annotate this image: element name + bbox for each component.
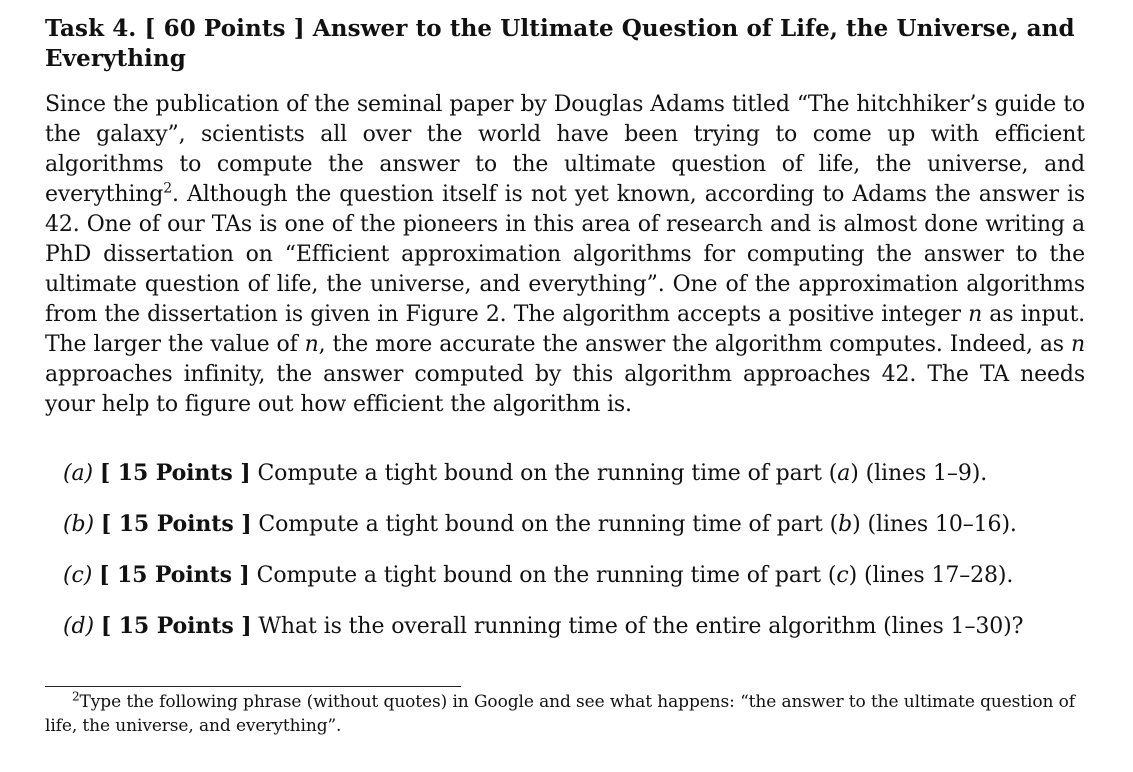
subquestion-text: Compute a tight bound on the running time of part (c) (lines 17–28).: [256, 563, 1014, 588]
task-label: Task 4.: [45, 15, 137, 42]
footnote: [45, 690, 1085, 738]
subquestion-label: (b): [63, 512, 94, 537]
intro-text-3: as input. The larger the value of: [45, 302, 1085, 357]
footnote-divider: [45, 686, 461, 687]
intro-text-1: Since the publication of the seminal paper by Douglas Adams titled “The hitchhiker’s guide to the galaxy”, scientists all over the world have been trying to come up with efficient algorithms to compute the answer to the ultimate question of life, the universe, and everything: [45, 92, 1085, 207]
subquestion-c: [63, 560, 1085, 591]
subquestion-text: What is the overall running time of the entire algorithm (lines 1–30)?: [258, 614, 1024, 639]
subquestion-label: (c): [63, 563, 93, 588]
var-n: n: [1070, 332, 1085, 357]
subquestion-b: [63, 509, 1085, 540]
subquestion-points: [ 15 Points ]: [99, 460, 251, 486]
subquestion-d: [63, 611, 1085, 642]
intro-text-4: , the more accurate the answer the algorithm computes. Indeed, as: [318, 332, 1071, 357]
footnote-ref-mark: 2: [163, 180, 172, 197]
task-title: Answer to the Ultimate Question of Life, the Universe, and Everything: [45, 15, 1075, 72]
task-points: [ 60 Points ]: [144, 15, 305, 42]
task-heading: [45, 14, 1085, 74]
var-n: n: [968, 302, 983, 327]
intro-text-5: approaches infinity, the answer computed by this algorithm approaches 42. The TA needs your help to figure out how efficient the algorithm is.: [45, 362, 1085, 417]
subquestion-list: [63, 458, 1085, 642]
document-page: [45, 14, 1085, 662]
footnote-mark: 2: [72, 689, 80, 704]
subquestion-points: [ 15 Points ]: [100, 613, 252, 639]
var-n: n: [304, 332, 319, 357]
subquestion-points: [ 15 Points ]: [99, 562, 250, 588]
footnote-text: Type the following phrase (without quotes) in Google and see what happens: “the answer to the ultimate question of life, the universe, and everything”.: [45, 692, 1075, 736]
subquestion-points: [ 15 Points ]: [100, 511, 252, 537]
subquestion-label: (d): [63, 614, 94, 639]
subquestion-label: (a): [63, 461, 93, 486]
subquestion-text: Compute a tight bound on the running time of part (a) (lines 1–9).: [257, 461, 988, 486]
intro-text-2: . Although the question itself is not yet known, according to Adams the answer is 42. One of our TAs is one of the pioneers in this area of research and is almost done writing a PhD dissertation on “Efficient approximation algorithms for computing the answer to the ultimate question of life, the universe, and everything”. One of the approximation algorithms from the dissertation is given in Figure 2. The algorithm accepts a positive integer: [45, 182, 1085, 327]
subquestion-text: Compute a tight bound on the running time of part (b) (lines 10–16).: [258, 512, 1017, 537]
intro-paragraph: [45, 90, 1085, 420]
subquestion-a: [63, 458, 1085, 489]
